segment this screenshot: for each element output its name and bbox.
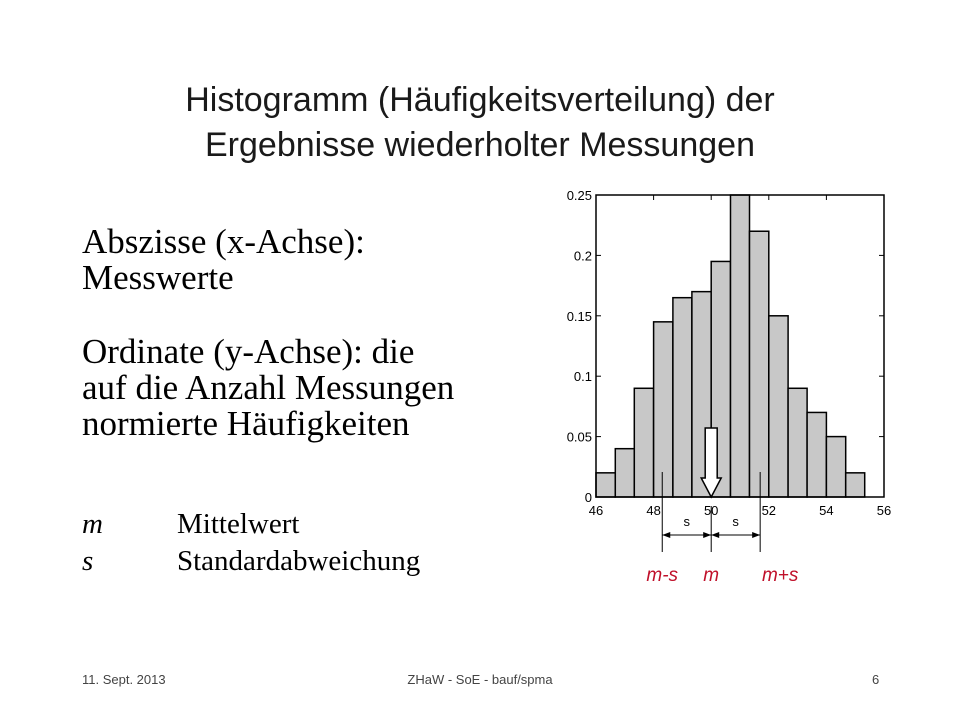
- histogram-bar: [807, 412, 826, 497]
- label-m-minus-s: m-s: [646, 565, 679, 586]
- histogram-bar: [615, 449, 634, 497]
- footer-center: ZHaW - SoE - bauf/spma: [407, 672, 553, 687]
- x-tick-label: 48: [646, 503, 661, 518]
- x-tick-label: 46: [588, 503, 604, 518]
- s-label-right: s: [732, 514, 739, 529]
- histogram-bar: [788, 388, 807, 497]
- arrowhead-mean-left-icon: [703, 532, 711, 538]
- histogram-bar: [769, 316, 788, 497]
- ordinate-line-1: Ordinate (y-Achse): die: [82, 332, 415, 371]
- y-tick-label: 0.15: [566, 308, 592, 324]
- ordinate-line-3: normierte Häufigkeiten: [82, 404, 410, 443]
- x-tick-label: 50: [703, 503, 719, 518]
- histogram-bar: [654, 322, 673, 497]
- label-m-plus-s: m+s: [761, 565, 799, 586]
- arrowhead-right-icon: [752, 532, 760, 538]
- y-tick-label: 0.2: [573, 248, 592, 264]
- meaning-m: Mittelwert: [177, 508, 300, 540]
- y-tick-label: 0.05: [566, 429, 592, 445]
- y-tick-label: 0: [584, 490, 592, 505]
- y-tick-label: 0.25: [566, 188, 592, 203]
- abscissa-line-1: Abszisse (x-Achse):: [82, 222, 365, 261]
- histogram-bar: [673, 298, 692, 497]
- label-m: m: [703, 565, 720, 586]
- histogram-bar: [730, 195, 749, 497]
- s-label-left: s: [683, 514, 690, 529]
- histogram-bar: [750, 231, 769, 497]
- symbol-m: m: [82, 508, 103, 540]
- histogram-bar: [634, 388, 653, 497]
- arrowhead-mean-right-icon: [711, 532, 719, 538]
- arrowhead-left-icon: [662, 532, 670, 538]
- histogram-bar: [846, 473, 865, 497]
- meaning-s: Standardabweichung: [177, 545, 421, 577]
- footer-date: 11. Sept. 2013: [82, 672, 166, 687]
- x-tick-label: 54: [819, 503, 834, 518]
- y-tick-label: 0.1: [573, 369, 592, 385]
- histogram-bar: [826, 437, 845, 497]
- x-tick-label: 52: [761, 503, 777, 518]
- histogram-bar: [596, 473, 615, 497]
- abscissa-line-2: Messwerte: [82, 258, 234, 297]
- symbol-s: s: [82, 545, 94, 577]
- ordinate-line-2: auf die Anzahl Messungen: [82, 368, 455, 407]
- title-line-1: Histogramm (Häufigkeitsverteilung) der: [185, 81, 775, 119]
- x-tick-label: 56: [876, 503, 892, 518]
- title-line-2: Ergebnisse wiederholter Messungen: [205, 126, 755, 164]
- footer-page-number: 6: [872, 672, 880, 687]
